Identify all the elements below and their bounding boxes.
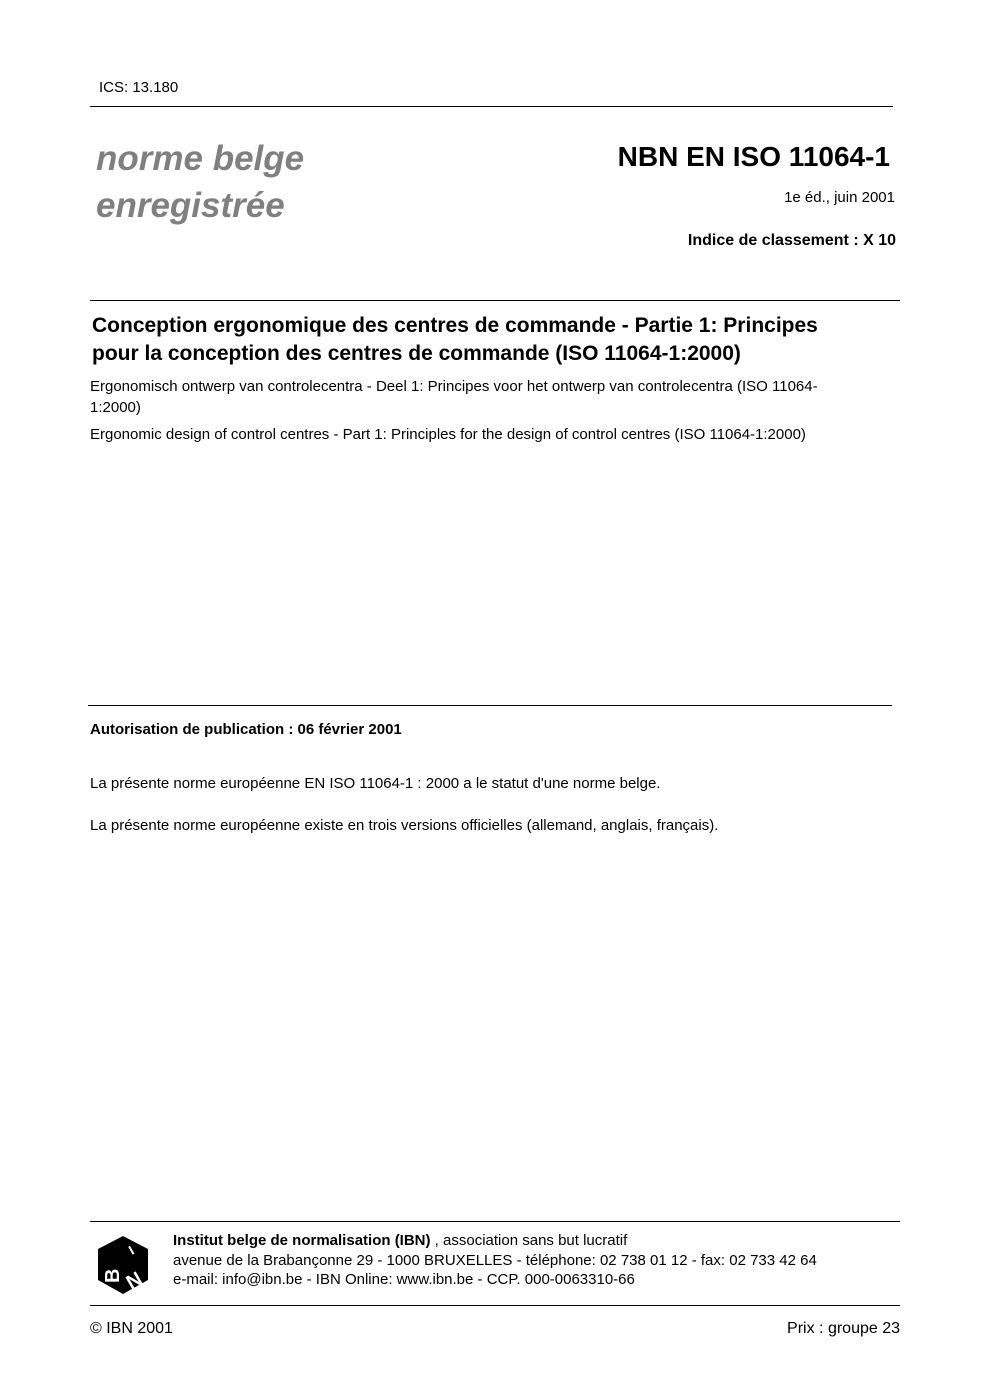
- edition: 1e éd., juin 2001: [784, 189, 895, 206]
- title-french-line-2: pour la conception des centres de commande (ISO 11064-1:2000): [92, 342, 741, 365]
- divider: [90, 1221, 900, 1222]
- divider: [90, 106, 893, 107]
- title-english: Ergonomic design of control centres - Part 1: Principles for the design of control centres (ISO 11064-1:2000): [90, 426, 806, 443]
- svg-text:B: B: [102, 1268, 124, 1283]
- svg-text:I: I: [126, 1242, 137, 1258]
- price-group: Prix : groupe 23: [787, 1320, 900, 1337]
- title-french-line-1: Conception ergonomique des centres de commande - Partie 1: Principes: [92, 314, 818, 337]
- brand-line-1: norme belge: [96, 139, 305, 178]
- title-dutch-line-1: Ergonomisch ontwerp van controlecentra - Deel 1: Principes voor het ontwerp van controlecentra (ISO 11064-: [90, 378, 818, 395]
- title-dutch-line-2: 1:2000): [90, 399, 141, 416]
- versions-paragraph: La présente norme européenne existe en trois versions officielles (allemand, anglais, français).: [90, 817, 719, 834]
- institute-name: Institut belge de normalisation (IBN): [173, 1232, 431, 1249]
- institute-line: [173, 1233, 627, 1248]
- classification-index: Indice de classement : X 10: [687, 232, 896, 249]
- publication-authorisation: Autorisation de publication : 06 février 2001: [90, 721, 402, 738]
- copyright: © IBN 2001: [90, 1320, 173, 1337]
- institute-address: avenue de la Brabançonne 29 - 1000 BRUXELLES - téléphone: 02 738 01 12 - fax: 02 733 42 64: [173, 1252, 817, 1269]
- status-paragraph: La présente norme européenne EN ISO 11064-1 : 2000 a le statut d'une norme belge.: [90, 775, 661, 792]
- institute-contact: e-mail: info@ibn.be - IBN Online: www.ibn.be - CCP. 000-0063310-66: [173, 1271, 635, 1288]
- ics-code: ICS: 13.180: [99, 79, 179, 96]
- brand-line-2: enregistrée: [96, 186, 285, 225]
- divider: [88, 705, 892, 706]
- ibn-logo: [96, 1235, 150, 1295]
- institute-suffix: , association sans but lucratif: [430, 1232, 628, 1249]
- standard-number: NBN EN ISO 11064-1: [617, 141, 890, 172]
- divider: [90, 1305, 900, 1306]
- svg-text:N: N: [122, 1267, 147, 1295]
- divider: [90, 300, 900, 301]
